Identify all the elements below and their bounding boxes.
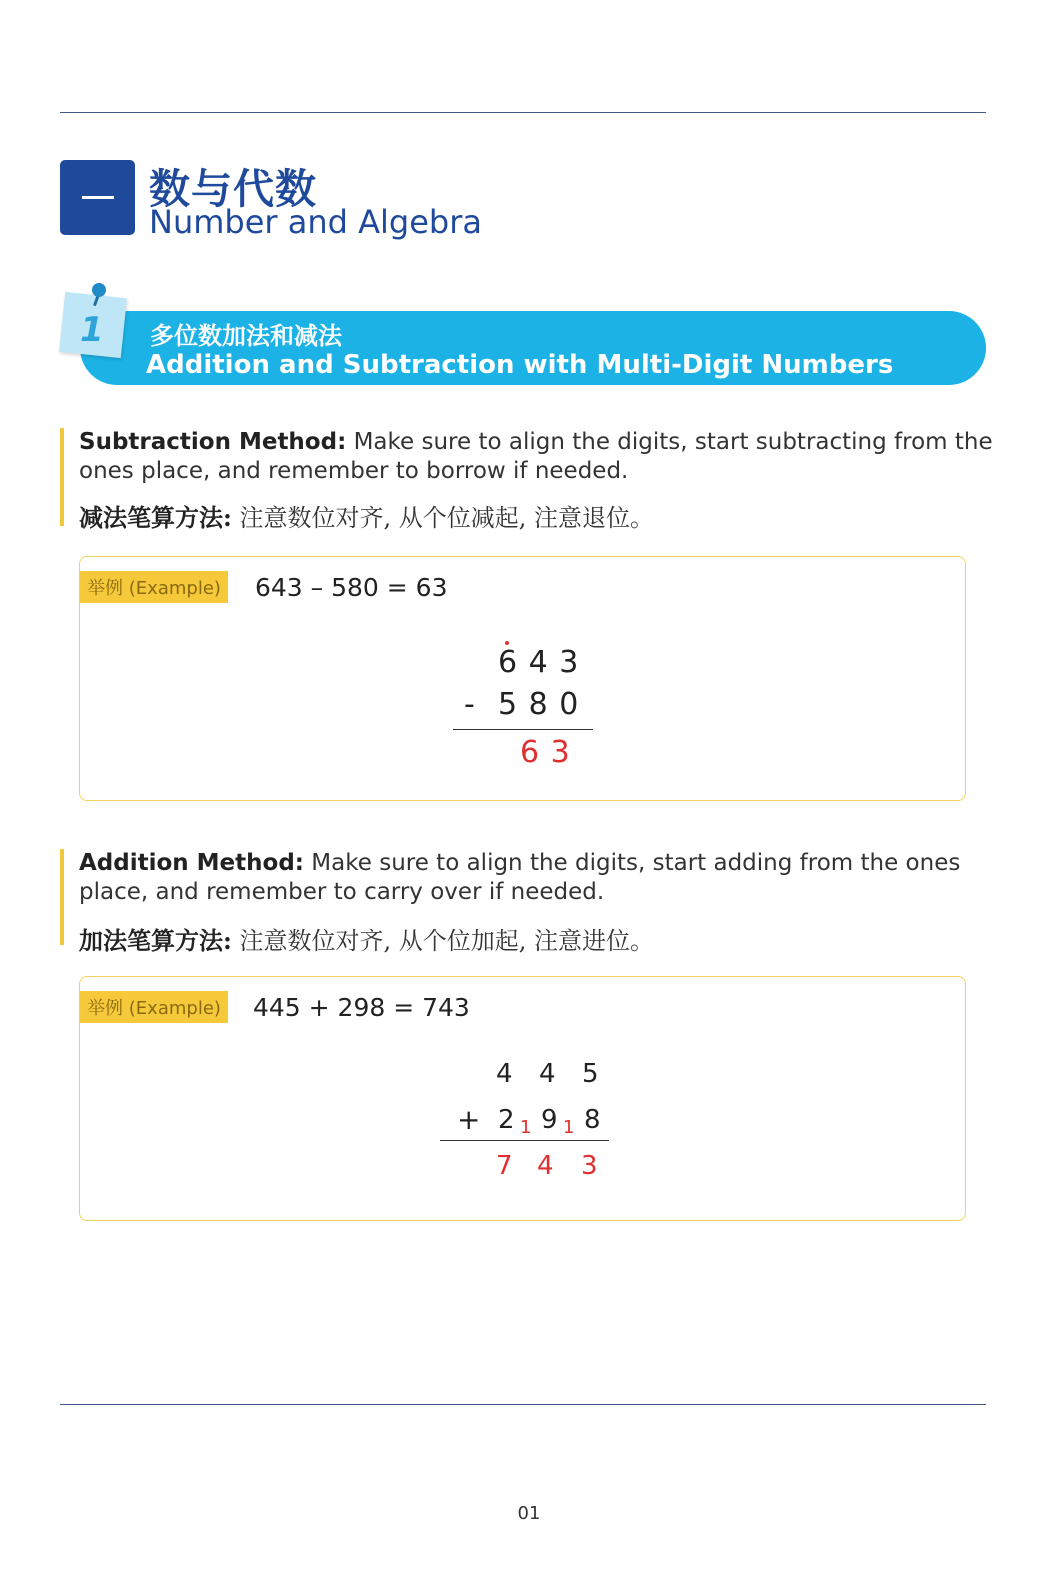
section-title-en: Addition and Subtraction with Multi-Digit Numbers [146, 350, 894, 380]
addition-accent-bar [60, 849, 64, 945]
section-number: 1 [80, 310, 104, 350]
addition-method-text: Make sure to align the digits, start adding from the ones place, and remember to carry over if needed. [79, 850, 961, 905]
subtraction-zh-text: 注意数位对齐, 从个位减起, 注意退位。 [231, 504, 655, 532]
subtraction-zh-label: 减法笔算方法: [79, 503, 232, 532]
top-rule [60, 112, 986, 113]
addend-second-ones: 8 [584, 1105, 601, 1135]
subtraction-example-tag: 举例 (Example) [80, 571, 228, 603]
addition-method [60, 849, 1000, 955]
addition-zh-label: 加法笔算方法: [79, 926, 232, 955]
addend-second-hundreds: 2 [498, 1105, 515, 1135]
chapter-title-en: Number and Algebra [149, 203, 482, 241]
subtraction-operator: - [464, 687, 475, 722]
subtraction-result: 6 3 [520, 735, 571, 770]
subtraction-method [60, 428, 1000, 532]
subtraction-method-zh [79, 498, 654, 533]
subtraction-method-en [79, 428, 994, 486]
pin-icon [92, 283, 106, 297]
addition-method-label: Addition Method: [79, 850, 304, 876]
addend-second-tens: 9 [541, 1105, 558, 1135]
carry-tens: 1 [520, 1117, 532, 1138]
subtraction-example-box [79, 556, 966, 801]
addition-method-zh [79, 921, 654, 956]
carry-hundreds: 1 [563, 1117, 575, 1138]
chapter-badge [60, 160, 135, 235]
sum-tens: 4 [537, 1151, 554, 1181]
subtraction-minuend: 6 4 3 [498, 645, 580, 680]
sum-hundreds: 7 [496, 1151, 513, 1181]
addend-top-tens: 4 [539, 1059, 556, 1089]
chapter-title-zh: 数与代数 [149, 165, 317, 213]
sum-ones: 3 [581, 1151, 598, 1181]
addition-example-tag: 举例 (Example) [80, 991, 228, 1023]
subtraction-accent-bar [60, 428, 64, 526]
addition-line [440, 1140, 609, 1141]
bottom-rule [60, 1404, 986, 1405]
page-number: 01 [517, 1503, 541, 1524]
addition-zh-text: 注意数位对齐, 从个位加起, 注意进位。 [231, 927, 655, 955]
addition-equation: 445 + 298 = 743 [253, 993, 470, 1022]
addition-method-en [79, 849, 994, 907]
addition-example-box [79, 976, 966, 1221]
subtraction-equation: 643 – 580 = 63 [255, 573, 448, 602]
addend-top-hundreds: 4 [496, 1059, 513, 1089]
section-title-zh: 多位数加法和减法 [150, 322, 342, 350]
chapter-badge-dash [82, 196, 114, 199]
addition-operator: + [457, 1103, 481, 1136]
addend-top-ones: 5 [582, 1059, 599, 1089]
subtraction-line [453, 729, 593, 730]
subtraction-subtrahend: 5 8 0 [498, 687, 580, 722]
subtraction-method-text: Make sure to align the digits, start subtracting from the ones place, and remember to borrow if needed. [79, 429, 993, 484]
subtraction-method-label: Subtraction Method: [79, 429, 347, 455]
